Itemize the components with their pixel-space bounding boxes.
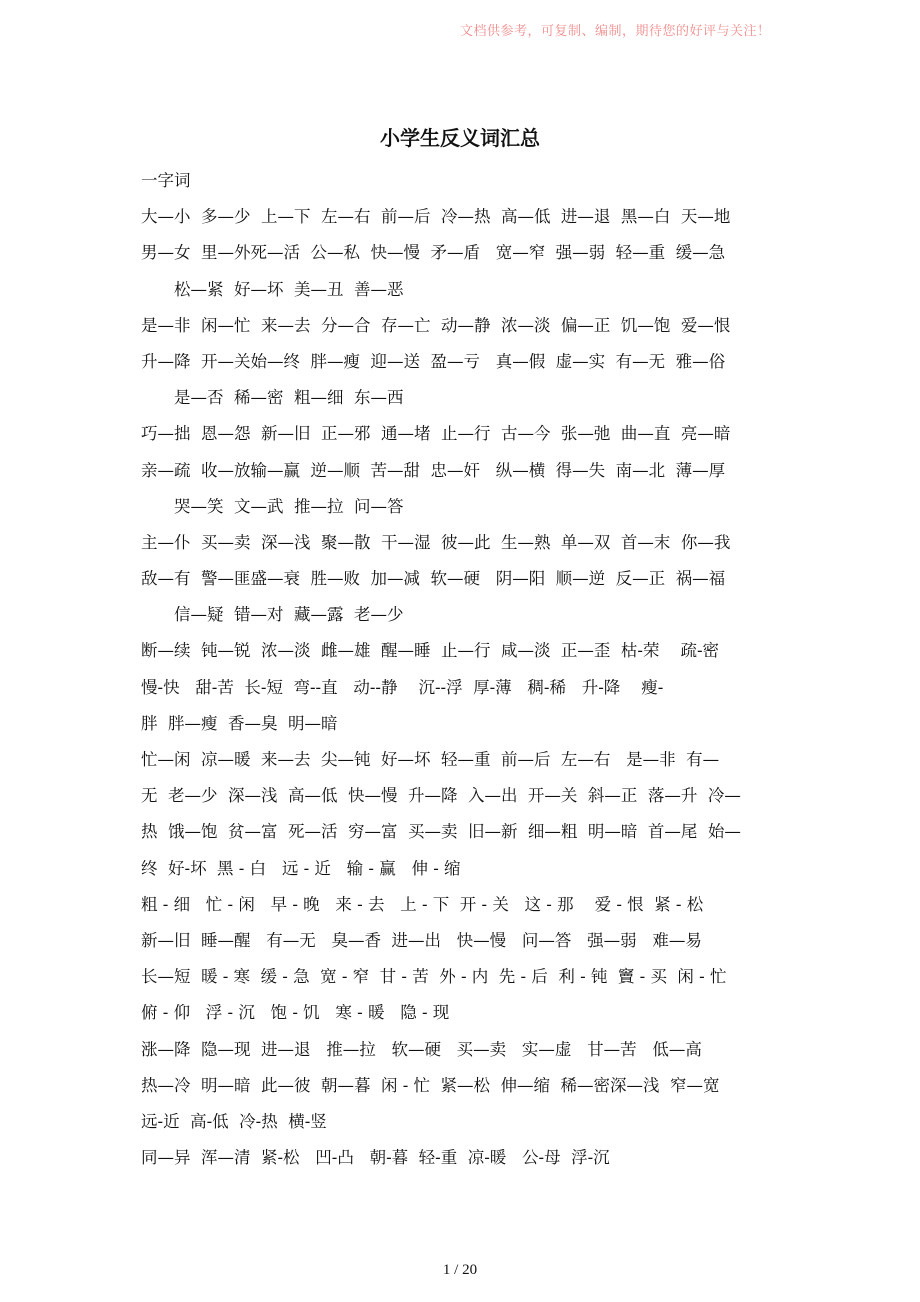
antonym-line: 大—小 多—少 上—下 左—右 前—后 冷—热 高—低 进—退 黑—白 天—地	[141, 207, 731, 227]
antonym-line: 无 老—少 深—浅 高—低 快—慢 升—降 入—出 开—关 斜—正 落—升 冷—	[141, 786, 741, 806]
antonym-line: 敌—有 警—匪盛—衰 胜—败 加—减 软—硬 阴—阳 顺—逆 反—正 祸—福	[141, 569, 726, 589]
antonym-line: 断—续 钝—锐 浓—淡 雌—雄 醒—睡 止—行 咸—淡 正—歪 枯-荣 疏-密	[141, 641, 720, 661]
antonym-line: 男—女 里—外死—活 公—私 快—慢 矛—盾 宽—窄 强—弱 轻—重 缓—急	[141, 243, 726, 263]
antonym-line: 热 饿—饱 贫—富 死—活 穷—富 买—卖 旧—新 细—粗 明—暗 首—尾 始—	[141, 822, 741, 842]
antonym-line: 信—疑 错—对 藏—露 老—少	[174, 605, 404, 625]
document-body	[141, 163, 791, 1176]
antonym-line: 主—仆 买—卖 深—浅 聚—散 干—湿 彼—此 生—熟 单—双 首—末 你—我	[141, 532, 731, 552]
antonym-line: 慢-快 甜-苦 长-短 弯--直 动--静 沉--浮 厚-薄 稠-稀 升-降 瘦-	[141, 677, 664, 697]
section-heading: 一字词	[141, 171, 191, 190]
antonym-line: 松—紧 好—坏 美—丑 善—恶	[174, 279, 404, 299]
antonym-line: 俯 - 仰 浮 - 沉 饱 - 饥 寒 - 暖 隐 - 现	[141, 1003, 450, 1023]
antonym-line: 胖 胖—瘦 香—臭 明—暗	[141, 713, 338, 733]
watermark-notice: 文档供参考，可复制、编制，期待您的好评与关注！	[460, 24, 771, 39]
antonym-line: 粗 - 细 忙 - 闲 早 - 晚 来 - 去 上 - 下 开 - 关 这 - 那 爱 - 恨 紧 - 松	[141, 894, 704, 914]
antonym-line: 终 好-坏 黑 - 白 远 - 近 输 - 赢 伸 - 缩	[141, 858, 461, 878]
antonym-line: 涨—降 隐—现 进—退 推—拉 软—硬 买—卖 实—虚 甘—苦 低—高	[141, 1039, 702, 1059]
antonym-line: 哭—笑 文—武 推—拉 问—答	[174, 496, 404, 516]
antonym-list	[141, 199, 791, 1176]
antonym-line: 升—降 开—关始—终 胖—瘦 迎—送 盈—亏 真—假 虚—实 有—无 雅—俗	[141, 351, 726, 371]
antonym-line: 长—短 暖 - 寒 缓 - 急 宽 - 窄 甘 - 苦 外 - 内 先 - 后 利 - 钝 竇 - 买 闲 - 忙	[141, 967, 727, 987]
antonym-line: 新—旧 睡—醒 有—无 臭—香 进—出 快—慢 问—答 强—弱 难—易	[141, 930, 702, 950]
antonym-line: 亲—疏 收—放输—赢 逆—顺 苦—甜 忠—奸 纵—横 得—失 南—北 薄—厚	[141, 460, 726, 480]
page-indicator: 1 / 20	[442, 1262, 478, 1278]
antonym-line: 忙—闲 凉—暖 来—去 尖—钝 好—坏 轻—重 前—后 左—右 是—非 有—	[141, 750, 720, 769]
antonym-line: 是—非 闲—忙 来—去 分—合 存—亡 动—静 浓—淡 偏—正 饥—饱 爱—恨	[141, 315, 731, 335]
antonym-line: 远-近 高-低 冷-热 横-竖	[141, 1111, 327, 1131]
page-title: 小学生反义词汇总	[380, 126, 540, 150]
antonym-line: 同—异 浑—清 紧-松 凹-凸 朝-暮 轻-重 凉-暖 公-母 浮-沉	[141, 1148, 610, 1168]
antonym-line: 是—否 稀—密 粗—细 东—西	[174, 388, 404, 408]
antonym-line: 巧—拙 恩—怨 新—旧 正—邪 通—堵 止—行 古—今 张—弛 曲—直 亮—暗	[141, 424, 731, 444]
antonym-line: 热—冷 明—暗 此—彼 朝—暮 闲 - 忙 紧—松 伸—缩 稀—密深—浅 窄—宽	[141, 1075, 720, 1095]
